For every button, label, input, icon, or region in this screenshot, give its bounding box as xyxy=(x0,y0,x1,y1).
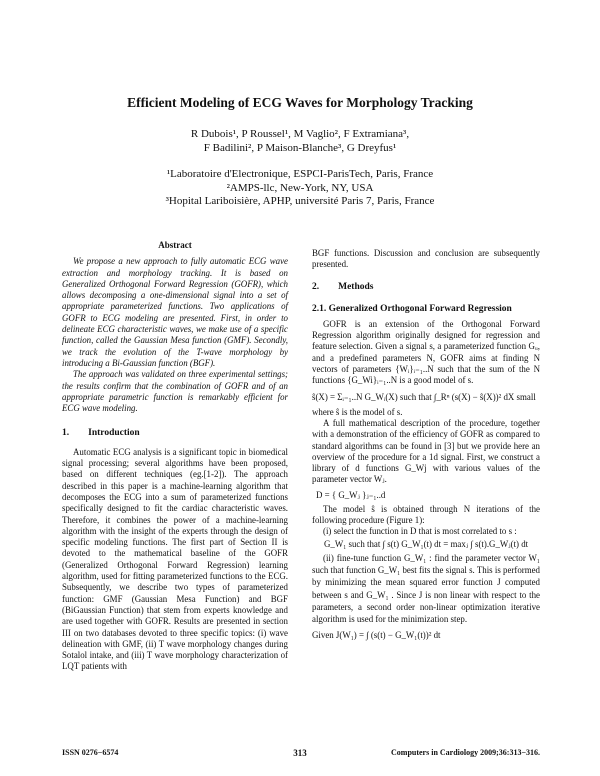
affiliations xyxy=(0,168,600,209)
procedure-step-2: (ii) fine-tune function G_W₁ : find the parameter vector W₁ such that function G_W₁ best fits the signal s. This is performed by minimizing the mean squared error function J computed between s and G_W₁ . Since J is non linear with respect to the parameters, a second order non-linear optimization iterative algorithm is used for the minimization step. xyxy=(312,552,540,625)
affiliation-2: ²AMPS-llc, New-York, NY, USA xyxy=(226,181,374,194)
gofr-paragraph-2: A full mathematical description of the procedure, together with a demonstration of the efficiency of GOFR as compared to standard algorithms can be found in [3] but we provide here an overview of the procedure for a 1d signal. First, we construct a library of d functions G_Wj with various values of the parameter vector Wⱼ. xyxy=(312,417,540,485)
intro-continuation: BGF functions. Discussion and conclusion are subsequently presented. xyxy=(312,248,540,270)
abstract-paragraph-1: We propose a new approach to fully automatic ECG wave extraction and morphology tracking. It is based on Generalized Orthogonal Forward Regression (GOFR), which allows decomposing a one-dimensional signal into a set of appropriate parameterized functions. Two applications of GOFR to ECG modeling are presented. First, in order to delineate ECG characteristic waves, we make use of a specific function, called the Gaussian Mesa function (GMF). Secondly, we track the evolution of the T-wave morphology by introducing a Bi-Gaussian function (BGF). xyxy=(62,256,288,368)
right-column xyxy=(312,248,540,641)
abstract-heading: Abstract xyxy=(158,240,192,250)
abstract-paragraph-2: The approach was validated on three experimental settings; the results confirm that the combination of GOFR and of an appropriate parametric function is remarkably efficient for ECG wave modeling. xyxy=(62,369,288,414)
affiliation-3: ³Hopital Lariboisière, APHP, université Paris 7, Paris, France xyxy=(165,195,435,207)
gofr-subsection-heading: 2.1. Generalized Orthogonal Forward Regression xyxy=(312,303,512,314)
equation-cost: Given J(W₁) = ∫ (s(t) − G_W₁(t))² dt xyxy=(312,630,441,641)
authors-line-1: R Dubois¹, P Roussel¹, M Vaglio², F Extramiana³, xyxy=(190,128,410,140)
equation-selection: G_W₁ such that ∫ s(t) G_W₁(t) dt = maxⱼ ∫ s(t).G_Wⱼ(t) dt xyxy=(324,538,529,549)
equation-library: D = { G_Wⱼ }ⱼ₌₁..d xyxy=(316,489,386,500)
authors-line-2: F Badilini², P Maison-Blanche³, G Dreyfus¹ xyxy=(203,142,397,154)
left-column xyxy=(62,240,288,673)
affiliation-1: ¹Laboratoire d'Electronique, ESPCI-ParisTech, Paris, France xyxy=(166,168,434,180)
methods-heading: 2. Methods xyxy=(312,281,374,292)
introduction-heading: 1. Introduction xyxy=(62,428,140,439)
gofr-paragraph-1: GOFR is an extension of the Orthogonal Forward Regression algorithm originally designed for regression and feature selection. Given a signal s, a parameterized function Gᵤ, and a predefined parameters N, GOFR aims at finding N vectors of parameters {Wᵢ}ᵢ₌₁..N such that the sum of the N functions {G_Wi}ᵢ₌₁..N is a good model of s. xyxy=(312,318,540,386)
procedure-step-1: (i) select the function in D that is most correlated to s : xyxy=(323,526,517,537)
equation-model-sum: ŝ(X) = Σᵢ₌₁..N G_Wᵢ(X) such that ∫_Rⁿ (s(X) − ŝ(X))² dX small xyxy=(312,391,536,402)
footer-journal: Computers in Cardiology 2009;36:313−316. xyxy=(391,748,540,757)
gofr-paragraph-3: The model ŝ is obtained through N iterations of the following procedure (Figure 1): xyxy=(312,503,540,526)
author-list xyxy=(0,127,600,155)
footer-issn: ISSN 0276−6574 xyxy=(62,748,119,757)
where-line: where ŝ is the model of s. xyxy=(312,406,403,417)
introduction-paragraph: Automatic ECG analysis is a significant topic in biomedical signal processing; several algorithms have been proposed, based on different techniques (eg.[1-2]). The approach described in this paper is a machine-learning algorithm that decomposes the ECG into a sum of parameterized functions specifically designed to fit the cardiac characteristic waves. Therefore, it combines the power of a machine-learning algorithm with the insight of the experts through the design of specific modeling functions. The first part of Section II is devoted to the mathematical baseline of the GOFR (Generalized Orthogonal Forward Regression) learning algorithm, used for fitting parameterized functions to the ECG. Subsequently, we describe two types of parameterized function: GMF (Gaussian Mesa Function) and BGF (BiGaussian Function) that stem from experts knowledge and are used together with GOFR. Results are presented in section III on two databases devoted to three specific topics: (i) wave delineation with GMF, (ii) T wave morphology changes during Sotalol intake, and (iii) T wave morphology characterization of LQT patients with xyxy=(62,446,288,672)
paper-title: Efficient Modeling of ECG Waves for Morphology Tracking xyxy=(127,95,473,110)
footer-page-number: 313 xyxy=(293,748,307,758)
